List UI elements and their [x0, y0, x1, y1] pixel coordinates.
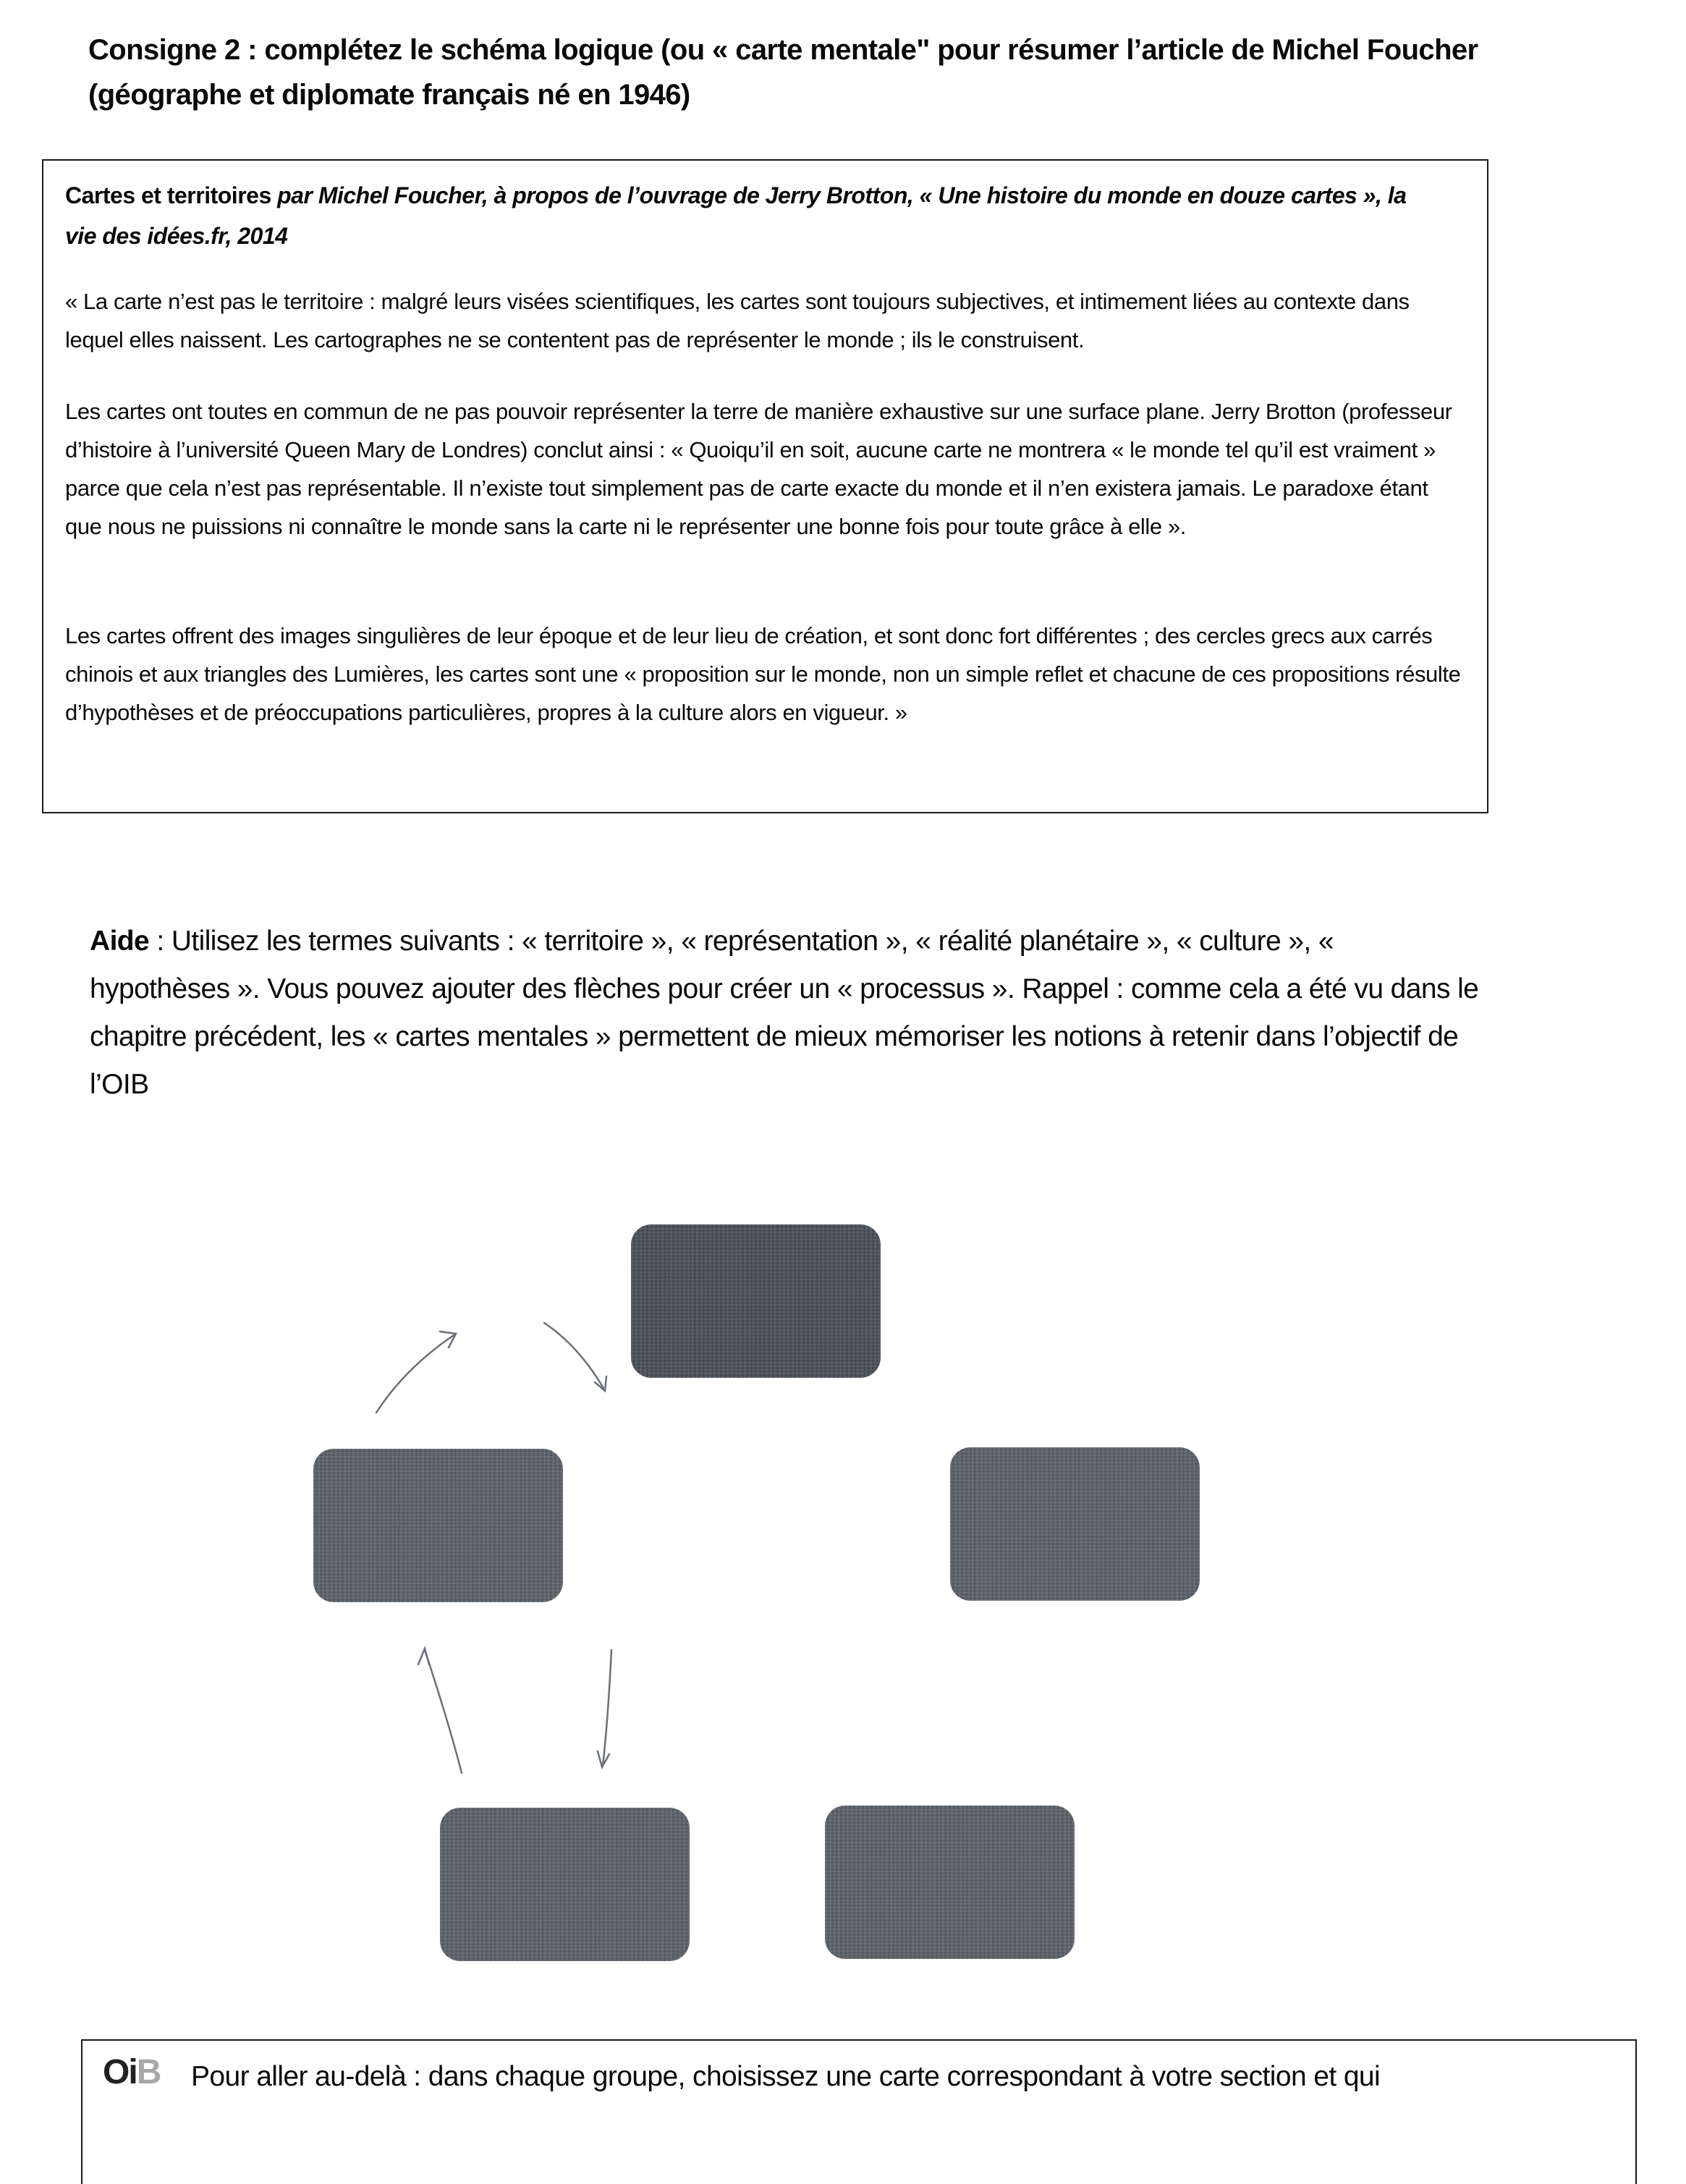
oib-logo-b: B	[136, 2053, 161, 2091]
arrow-left-to-top-icon	[376, 1332, 456, 1413]
mind-map-node-bottom-left[interactable]	[440, 1808, 690, 1961]
mind-map-node-left[interactable]	[313, 1449, 563, 1602]
article-paragraph-1: « La carte n’est pas le territoire : malgré leurs visées scientifiques, les cartes sont toujours subjectives, et intimement liées au contexte dans lequel elles naissent. Les cartographes ne se contentent pas de représenter le monde ; ils le construisent.	[65, 289, 1410, 352]
instruction-title: Consigne 2 : complétez le schéma logique (ou « carte mentale" pour résumer l’article de Michel Foucher (géographe et diplomate français né en 1946)	[88, 34, 1478, 111]
mind-map-node-bottom-right[interactable]	[825, 1806, 1075, 1959]
article-citation: par Michel Foucher, à propos de l’ouvrage de Jerry Brotton, « Une histoire du monde en douze cartes », la vie des idées.fr, 2014	[65, 182, 1407, 249]
oib-logo	[103, 2054, 160, 2091]
beyond-text: Pour aller au-delà : dans chaque groupe, choisissez une carte correspondant à votre section et qui	[191, 2061, 1381, 2092]
article-source	[65, 175, 1440, 256]
article-paragraph-3: Les cartes offrent des images singulières de leur époque et de leur lieu de création, et sont donc fort différentes ; des cercles grecs aux carrés chinois et aux triangles des Lumières, les cartes sont une « proposition sur le monde, non un simple reflet et chacune de ces propositions résulte d’hypothèses et de préoccupations particulières, propres à la culture alors en vigueur. »	[65, 623, 1461, 725]
arrow-top-to-right-icon	[544, 1323, 606, 1391]
mind-map-diagram	[0, 1187, 1686, 1983]
arrow-bottom-left-to-left-icon	[418, 1648, 462, 1773]
beyond-box	[81, 2039, 1637, 2184]
arrow-right-to-bottom-right-icon	[598, 1650, 611, 1767]
oib-logo-o: O	[103, 2053, 129, 2091]
mind-map-node-top[interactable]	[631, 1224, 881, 1378]
article-paragraph-2: Les cartes ont toutes en commun de ne pas pouvoir représenter la terre de manière exhaustive sur une surface plane. Jerry Brotton (professeur d’histoire à l’université Queen Mary de Londres) conclut ainsi : « Quoiqu’il en soit, aucune carte ne montrera « le monde tel qu’il est vraiment » parce que cela n’est pas représentable. Il n’existe tout simplement pas de carte exacte du monde et il n’en existera jamais. Le paradoxe étant que nous ne puissions ni connaître le monde sans la carte ni le représenter une bonne fois pour toute grâce à elle ».	[65, 399, 1452, 539]
help-instructions	[90, 918, 1479, 1109]
mind-map-node-right[interactable]	[950, 1447, 1200, 1601]
help-label: Aide	[90, 926, 150, 957]
oib-logo-i: i	[128, 2053, 137, 2091]
article-excerpt-box	[42, 159, 1488, 813]
article-title: Cartes et territoires	[65, 182, 278, 208]
help-text: : Utilisez les termes suivants : « territoire », « représentation », « réalité planétaire », « culture », « hypothèses ». Vous pouvez ajouter des flèches pour créer un « processus ». Rappel : comme cela a été vu dans le chapitre précédent, les « cartes mentales » permettent de mieux mémoriser les notions à retenir dans l’objectif de l’OIB	[90, 926, 1479, 1100]
